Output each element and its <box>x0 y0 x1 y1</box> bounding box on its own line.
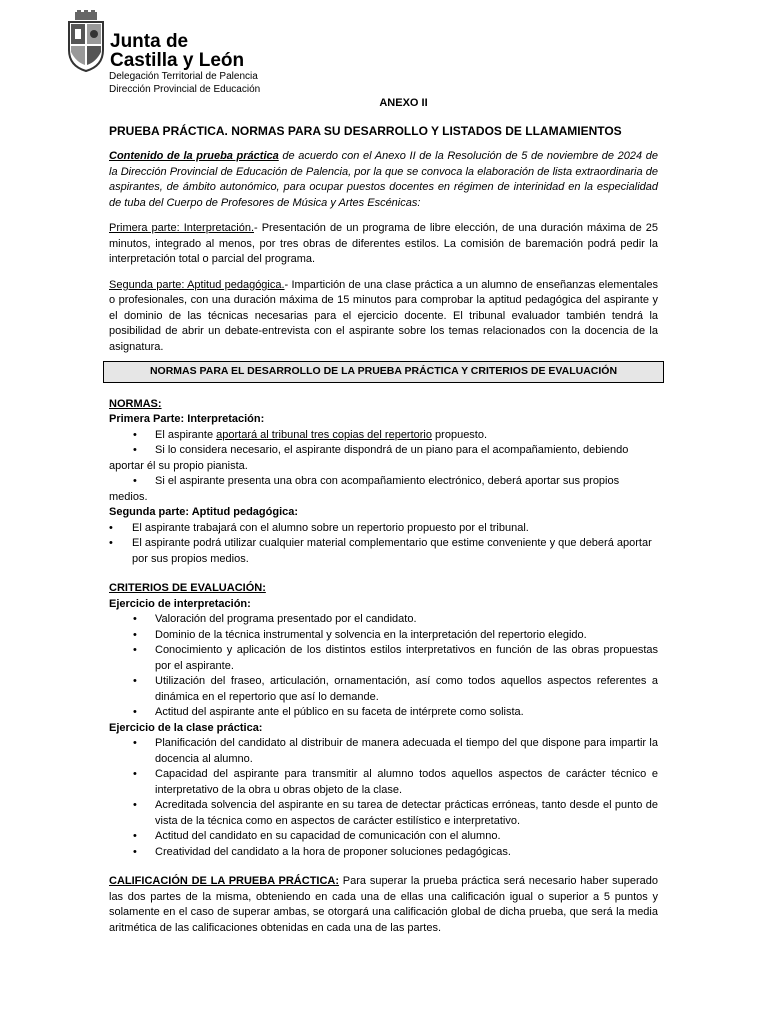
list-item: • Utilización del fraseo, articulación, ornamentación, así como todos aquellos aspectos referentes a dinámica en el repertorio que así lo demande. <box>109 674 658 705</box>
list-item: • Actitud del aspirante ante el público en su faceta de intérprete como solista. <box>109 705 658 721</box>
list-item: • Planificación del candidato al distribuir de manera adecuada el tiempo del que dispone para impartir la docencia al alumno. <box>109 736 658 767</box>
crit-interp-list <box>109 612 658 721</box>
list-item: • Valoración del programa presentado por el candidato. <box>109 612 658 628</box>
calificacion-lead: CALIFICACIÓN DE LA PRUEBA PRÁCTICA: <box>109 875 340 887</box>
list-item: • Conocimiento y aplicación de los distintos estilos interpretativos en función de las obras propuestas por el aspirante. <box>109 643 658 674</box>
crit-clase-heading: Ejercicio de la clase práctica: <box>109 721 263 734</box>
part1-paragraph <box>109 221 658 268</box>
part1-lead: Primera parte: Interpretación. <box>109 222 255 234</box>
normas-part1-list <box>109 428 658 506</box>
normas-part2-heading: Segunda parte: Aptitud pedagógica: <box>109 506 299 518</box>
org-subtitle-line2: Dirección Provincial de Educación <box>109 84 261 95</box>
part1-text: - Presentación de un programa de libre elección, de una duración máxima de 25 minutos, integrado al menos, por tres obras de diferentes estilos. La comisión de baremación podrá pedir la interpretación total o parcial del programa. <box>109 222 658 265</box>
part2-lead: Segunda parte: Aptitud pedagógica. <box>109 278 285 291</box>
normas-heading: NORMAS: <box>109 397 162 410</box>
crit-interp-heading: Ejercicio de interpretación: <box>109 597 251 610</box>
list-item: • Si el aspirante presenta una obra con acompañamiento electrónico, deberá aportar sus propios medios. <box>109 474 658 505</box>
document-body <box>109 96 658 936</box>
list-item: • El aspirante trabajará con el alumno sobre un repertorio propuesto por el tribunal. <box>109 521 658 537</box>
list-item: • El aspirante aportará al tribunal tres copias del repertorio propuesto. <box>109 428 658 444</box>
list-item: • Acreditada solvencia del aspirante en su tarea de detectar prácticas erróneas, tanto desde el punto de vista de la técnica como en aspectos de carácter estilístico e interpretativo. <box>109 798 658 829</box>
intro-text: de acuerdo con el Anexo II de la Resolución de 5 de noviembre de 2024 de la Dirección Provincial de Educación de Palencia, por la que se convoca la elaboración de lista extraordinaria de aspirantes, de ámbito autonómico, para ocupar puestos docentes en régimen de interinidad en la especialidad de tuba del Cuerpo de Profesores de Música y Artes Escénicas: <box>109 150 658 209</box>
org-subtitle <box>109 70 260 96</box>
part2-paragraph <box>109 278 658 356</box>
coat-of-arms-icon <box>66 10 106 72</box>
annex-label: ANEXO II <box>379 97 428 109</box>
calificacion-paragraph <box>109 874 658 936</box>
criterios-heading: CRITERIOS DE EVALUACIÓN: <box>109 582 266 594</box>
org-name <box>110 32 244 70</box>
list-item: • Dominio de la técnica instrumental y solvencia en la interpretación del repertorio elegido. <box>109 628 658 644</box>
org-name-line1: Junta de <box>110 31 189 52</box>
junta-logo <box>66 10 286 100</box>
list-item: • Si lo considera necesario, el aspirante dispondrá de un piano para el acompañamiento, debiendo aportar él su propio pianista. <box>109 443 658 474</box>
intro-lead: Contenido de la prueba práctica <box>109 150 279 162</box>
list-item: • Actitud del candidato en su capacidad de comunicación con el alumno. <box>109 829 658 845</box>
list-item: • Capacidad del aspirante para transmitir al alumno todos aquellos aspectos de carácter técnico e interpretativo de la obra u obras objeto de la clase. <box>109 767 658 798</box>
part2-text: - Impartición de una clase práctica a un alumno de enseñanzas elementales o profesionales, con una duración máxima de 15 minutos para comprobar la aptitud pedagógica del aspirante y el dominio de las técnicas necesarias para el ejercicio docente. El tribunal evaluador también tendrá la posibilidad de abrir un debate-entrevista con el aspirante sobre los temas relacionados con la docencia de la asignatura. <box>109 278 658 353</box>
intro-paragraph <box>109 149 658 211</box>
crit-clase-list <box>109 736 658 860</box>
document-title: PRUEBA PRÁCTICA. NORMAS PARA SU DESARROLLO Y LISTADOS DE LLAMAMIENTOS <box>109 123 622 138</box>
normas-part1-heading: Primera Parte: Interpretación: <box>109 413 265 425</box>
section-box-title: NORMAS PARA EL DESARROLLO DE LA PRUEBA PRÁCTICA Y CRITERIOS DE EVALUACIÓN <box>103 361 664 383</box>
calificacion-text: Para superar la prueba práctica será necesario haber superado las dos partes de la misma, obteniendo en cada una de ellas una calificación igual o superior a 5 puntos y solamente en el caso de superar ambas, se otorgará una calificación global de dicha prueba, que será la media aritmética de las calificaciones obtenidas en cada una de las partes. <box>109 875 659 934</box>
list-item: • El aspirante podrá utilizar cualquier material complementario que estime conveniente y que deberá aportar por sus propios medios. <box>109 536 658 567</box>
org-subtitle-line1: Delegación Territorial de Palencia <box>109 71 258 82</box>
list-item: • Creatividad del candidato a la hora de proponer soluciones pedagógicas. <box>109 845 658 861</box>
normas-part2-list <box>109 521 658 568</box>
org-name-line2: Castilla y León <box>110 50 245 71</box>
